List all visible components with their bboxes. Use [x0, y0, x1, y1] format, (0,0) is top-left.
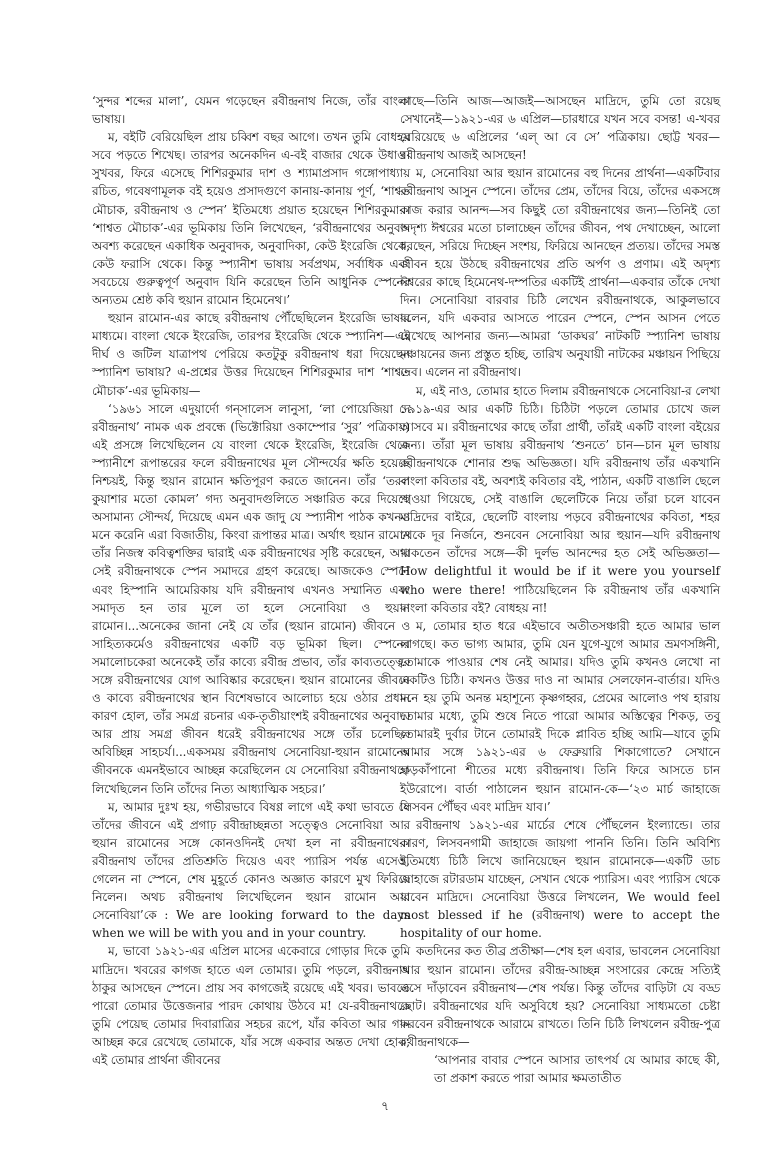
page-number: ৭: [381, 1099, 389, 1113]
paragraph: কতদিনের কত তীব্র প্রতীক্ষা—শেষ হল এবার, ভাবলেন সেনোবিয়া আর হুয়ান রামোন। তাঁদের রবীন্দ্র-আচ্ছন্ন সংসারের কেন্দ্রে সত্যিই এসে দাঁড়াবেন রবীন্দ্রনাথ—শেষ পর্যন্ত। কিন্তু তাঁদের বাড়িটা যে বড্ড ছোট। রবীন্দ্রনাথের যদি অসুবিধে হয়? সেনোবিয়া সাধ্যমতো চেষ্টা করবেন রবীন্দ্রনাথকে আরামে রাখতে। তিনি চিঠি লিখলেন রবীন্দ্র-পুত্র রথীন্দ্রনাথকে—: [400, 944, 720, 1049]
paragraph: ‘আপনার বাবার স্পেনে আসার তাৎপর্য যে আমার কাছে কী, তা প্রকাশ করতে পারা আমার ক্ষমতাতীত: [434, 1052, 720, 1086]
right-text-column: [400, 92, 720, 1087]
paragraph: ‘সুন্দর শব্দের মালা’, যেমন গড়েছেন রবীন্দ্রনাথ নিজে, তাঁর বাংলা ভাষায়।: [92, 94, 410, 127]
paragraph: ‘১৯৬১ সালে এদুয়ার্দো গন্‌সালেস লানুসা, ‘লা পোয়েজিয়া দে রবীন্দ্রনাথ’ নামক এক প্রবন্ধে (ভিক্টোরিয়া ওকাম্পোর ‘সুর’ পত্রিকায়) এই প্রসঙ্গে লিখেছিলেন যে বাংলা থেকে ইংরেজি, ইংরেজি থেকে স্প্যানীশে রূপান্তরের ফলে রবীন্দ্রনাথের মূল সৌন্দর্যের ক্ষতি হয়েছে নিশ্চয়ই, কিন্তু হুয়ান রামোন ক্ষতিপূরণ করতে জানেন। তাঁর ‘তরল কুয়াশার মতো কোমল’ গদ্য অনুবাদগুলিতে সঞ্চারিত করে দিয়েছে অসামান্য সৌন্দর্য, দিয়েছে এমন এক জাদু যে স্প্যানীশ পাঠক কখনও মনে করেনি এরা বিজাতীয়, কিংবা রূপান্তর মাত্র। অর্থাৎ হুয়ান রামোন তাঁর নিজস্ব কবিত্বশক্তির দ্বারাই এক রবীন্দ্রনাথের সৃষ্টি করেছেন, আর সেই রবীন্দ্রনাথকে স্পেন সমাদরে গ্রহণ করেছে। আজকেও স্পেনে এবং হিস্পানি আমেরিকায় যদি রবীন্দ্রনাথ এখনও সম্মানিত এবং সমাদৃত হন তার মূলে তা হলে সেনোবিয়া ও হুয়ান রামোন।...অনেকের জানা নেই যে তাঁর (হুয়ান রামোন) জীবনে ও সাহিত্যকর্মেও রবীন্দ্রনাথের একটি বড় ভূমিকা ছিল। স্পেনের সমালোচকেরা অনেকেই তাঁর কাব্যে রবীন্দ্র প্রভাব, তাঁর কাব্যতত্ত্বের সঙ্গে রবীন্দ্রনাথের যোগ আবিষ্কার করেছেন। হুয়ান রামোনের জীবনে ও কাব্যে রবীন্দ্রনাথের স্থান বিশেষভাবে আলোচ্য হয়ে ওঠার প্রধান কারণ হোল, তাঁর সমগ্র রচনার এক-তৃতীয়াংশই রবীন্দ্রনাথের অনুবাদ। আর প্রায় সমগ্র জীবন ধরেই রবীন্দ্রনাথের সঙ্গে তাঁর চলেছিল অবিচ্ছিন্ন সাহচর্য।...একসময় রবীন্দ্রনাথ সেনোবিয়া-হুয়ান রামোনের জীবনকে এমনইভাবে আচ্ছন্ন করেছিলেন যে সেনোবিয়া রবীন্দ্রনাথকে লিখেছিলেন তিনি তাঁদের নিত্য আধ্যাত্মিক সহচর।’: [92, 401, 410, 796]
paragraph: ম, ভাবো ১৯২১-এর এপ্রিল মাসের একেবারে গোড়ার দিকে তুমি মাদ্রিদে। খবরের কাগজ হাতে এল তোমার। তুমি পড়লে, রবীন্দ্রনাথ ঠাকুর আসছেন স্পেনে। প্রায় সব কাগজেই রয়েছে এই খবর। ভাবতে পারো তোমার উত্তেজনার পারদ কোথায় উঠবে ম! যে-রবীন্দ্রনাথকে তুমি পেয়েছ তোমার দিবারাত্রির সহচর রূপে, যাঁর কবিতা আর গান আচ্ছন্ন করে রেখেছে তোমাকে, যাঁর সঙ্গে একবার অন্তত দেখা হোক, এই তোমার প্রার্থনা জীবনের: [92, 944, 410, 1067]
paragraph: রবীন্দ্রনাথ ১৯২১-এর মার্চের শেষে পৌঁছলেন ইংল্যান্ডে। তার কারণ, লিসবনগামী জাহাজে জায়গা পাননি তিনি। তিনি অবিশ্যি ইতিমধ্যে চিঠি লিখে জানিয়েছেন হুয়ান রামোনকে—একটি ডাচ জাহাজে রটারডাম যাচ্ছেন, সেখান থেকে প্যারিস। এবং প্যারিস থেকে যাবেন মাদ্রিদে। সেনোবিয়া উত্তরে লিখলেন, We would feel most blessed if he (রবীন্দ্রনাথ) were to accept the hospitality of our home.: [400, 817, 720, 941]
paragraph: ম, এই নাও, তোমার হাতে দিলাম রবীন্দ্রনাথকে সেনোবিয়া-র লেখা ১৯১৯-এর আর একটি চিঠি। চিঠিটা পড়লে তোমার চোখে জল আসবে ম। রবীন্দ্রনাথের কাছে তাঁরা প্রার্থী, তাঁরই একটি বাংলা বইয়ের জন্য। তাঁরা মূল ভাষায় রবীন্দ্রনাথ ‘শুনতে’ চান—চান মূল ভাষায় রবীন্দ্রনাথকে শোনার শুদ্ধ অভিজ্ঞতা। যদি রবীন্দ্রনাথ তাঁর একখানি বাংলা কবিতার বই, অবশ্যই কবিতার বই, পাঠান, একটি বাঙালি ছেলে পাওয়া গিয়েছে, সেই বাঙালি ছেলেটিকে নিয়ে তাঁরা চলে যাবেন মাদ্রিদের বাইরে, ছেলেটি বাংলায় পড়বে রবীন্দ্রনাথের কবিতা, শহর থেকে দূর নির্জনে, শুনবেন সেনোবিয়া আর হুয়ান—যদি রবীন্দ্রনাথ থাকতেন তাঁদের সঙ্গে—কী দুর্লভ আনন্দের হত সেই অভিজ্ঞতা—How delightful it would be if it were you yourself who were there! পাঠিয়েছিলেন কি রবীন্দ্রনাথ তাঁর একখানি বাংলা কবিতার বই? বোধহয় না!: [400, 383, 720, 615]
paragraph: হুয়ান রামোন-এর কাছে রবীন্দ্রনাথ পৌঁছেছিলেন ইংরেজি ভাষার মাধ্যমে। বাংলা থেকে ইংরেজি, তারপর ইংরেজি থেকে স্প্যানিশ—এই দীর্ঘ ও জটিল যাত্রাপথ পেরিয়ে কতটুকু রবীন্দ্রনাথ ধরা দিয়েছেন স্প্যানিশ ভাষায়? এ-প্রশ্নের উত্তর দিয়েছেন শিশিরকুমার দাশ ‘শাশ্বত মৌচাক’-এর ভূমিকায়—: [92, 311, 410, 398]
paragraph: ম, আমার দুঃখ হয়, গভীরভাবে বিষণ্ণ লাগে এই কথা ভাবতে যে তাঁদের জীবনে এই প্রগাঢ় রবীন্দ্রাচ্ছন্নতা সত্ত্বেও সেনোবিয়া আর হুয়ান রামোনের সঙ্গে কোনওদিনই দেখা হল না রবীন্দ্রনাথের। রবীন্দ্রনাথ তাঁদের প্রতিশ্রুতি দিয়েও এবং প্যারিস পর্যন্ত এসেও, গেলেন না স্পেনে, শেষ মুহূর্তে কোনও অজ্ঞাত কারণে মুখ ফিরিয়ে নিলেন। অথচ রবীন্দ্রনাথ লিখেছিলেন হুয়ান রামোন আর সেনোবিয়া’কে : We are looking forward to the days when we will be with you and in your country.: [92, 799, 410, 941]
left-text-column: [92, 92, 410, 1069]
paragraph: ম, বইটি বেরিয়েছিল প্রায় চব্বিশ বছর আগে। তখন তুমি বোধহয় সবে পড়তে শিখেছ। তারপর অনেকদিন এ-বই বাজার থেকে উধাও। সুখবর, ফিরে এসেছে শিশিরকুমার দাশ ও শ্যামাপ্রসাদ গঙ্গোপাধ্যায় রচিত, গবেষণামূলক বই হয়েও প্রসাদগুণে কানায়-কানায় পূর্ণ, ‘শাশ্বত মৌচাক, রবীন্দ্রনাথ ও স্পেন’ ইতিমধ্যে প্রয়াত হয়েছেন শিশিরকুমার। ‘শাশ্বত মৌচাক’-এর ভূমিকায় তিনি লিখেছেন, ‘রবীন্দ্রনাথের অনুবাদ অবশ্য করেছেন একাধিক অনুবাদক, অনুবাদিকা, কেউ ইংরেজি থেকে, কেউ ফরাসি থেকে। কিন্তু স্প্যানীশ ভাষায় সর্বপ্রথম, সর্বাধিক এবং সবচেয়ে গুরুত্বপূর্ণ অনুবাদ যিনি করেছেন তিনি আধুনিক স্পেনের অন্যতম শ্রেষ্ঠ কবি হুয়ান রামোন হিমেনেথ।’: [92, 130, 410, 308]
paragraph: কাছে—তিনি আজ—আজই—আসছেন মাদ্রিদে, তুমি তো রয়েছ সেখানেই—১৯২১-এর ৬ এপ্রিল—চারধারে যখন সবে বসন্ত! এ-খবর বেরিয়েছে ৬ এপ্রিলের ‘এল্ আ বে সে’ পত্রিকায়। ছোট্ট খবর—রবীন্দ্রনাথ আজই আসছেন!: [400, 94, 720, 163]
paragraph: ম, সেনোবিয়া আর হুয়ান রামোনের বহু দিনের প্রার্থনা—একটিবার রবীন্দ্রনাথ আসুন স্পেনে। তাঁদের প্রেম, তাঁদের বিয়ে, তাঁদের একসঙ্গে কাজ করার আনন্দ—সব কিছুই তো রবীন্দ্রনাথের জন্য—তিনিই তো অদৃশ্য ঈশ্বরের মতো চালাচ্ছেন তাঁদের জীবন, পথ দেখাচ্ছেন, আলো ধরছেন, সরিয়ে দিচ্ছেন সংশয়, ফিরিয়ে আনছেন প্রত্যয়। তাঁদের সমস্ত জীবন হয়ে উঠছে রবীন্দ্রনাথের প্রতি অর্পণ ও প্রণাম। এই অদৃশ্য ঈশ্বরের কাছে হিমেনেথ-দম্পতির একটিই প্রার্থনা—একবার তাঁকে দেখা দিন। সেনোবিয়া বারবার চিঠি লেখেন রবীন্দ্রনাথকে, আকুলভাবে বলেন, যদি একবার আসতে পারেন স্পেনে, স্পেন আসন পেতে রেখেছে আপনার জন্য—আমরা ‘ডাকঘর’ নাটকটি স্প্যানিশ ভাষায় মঞ্চায়নের জন্য প্রস্তুত হচ্ছি, তারিখ অনুযায়ী নাটকের মঞ্চায়ন পিছিয়ে দেব। এলেন না রবীন্দ্রনাথ।: [400, 166, 720, 380]
paragraph: ম, তোমার হাত ধরে এইভাবে অতীতসঞ্চারী হতে আমার ভাল লাগছে। কত ভাগ্য আমার, তুমি যেন যুগে-যুগে আমার ভ্রমণসঙ্গিনী, তোমাকে পাওয়ার শেষ নেই আমার। যদিও তুমি কখনও লেখো না একটিও চিঠি। কখনও উত্তর দাও না আমার সেলফোন-বার্তার। যদিও মনে হয় তুমি অনন্ত মহাশূন্যে কৃষ্ণগহ্বর, প্রেমের আলোও পথ হারায় তোমার মধ্যে, তুমি শুষে নিতে পারো আমার অস্তিত্বের শিকড়, তবু তোমারই দুর্বার টানে তোমারই দিকে প্লাবিত হচ্ছি আমি—যাবে তুমি আমার সঙ্গে ১৯২১-এর ৬ ফেব্রুয়ারি শিকাগোতে? সেখানে হাড়কাঁপানো শীতের মধ্যে রবীন্দ্রনাথ। তিনি ফিরে আসতে চান ইউরোপে। বার্তা পাঠালেন হুয়ান রামোন-কে—‘২৩ মার্চ জাহাজে লিসবন পৌঁছব এবং মাদ্রিদ যাব।’: [400, 618, 720, 814]
